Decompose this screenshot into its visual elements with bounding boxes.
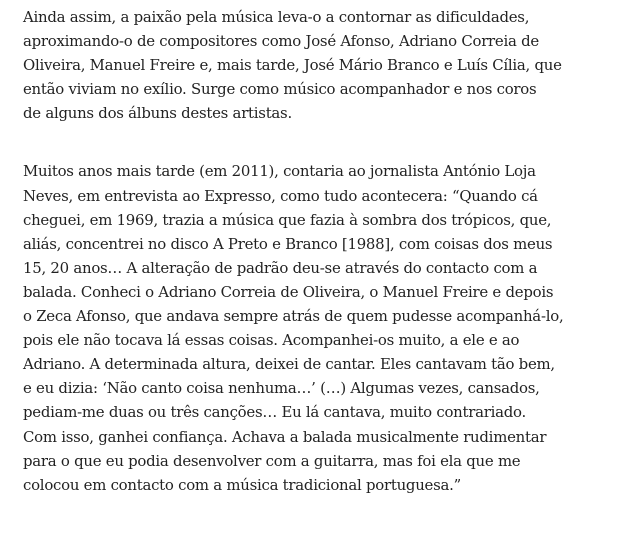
text-line: Oliveira, Manuel Freire e, mais tarde, José Mário Branco e Luís Cília, que <box>23 56 562 75</box>
text-line: o Zeca Afonso, que andava sempre atrás de quem pudesse acompanhá-lo, <box>23 307 564 326</box>
text-line: 15, 20 anos… A alteração de padrão deu-se através do contacto com a <box>23 258 538 277</box>
text-line: Muitos anos mais tarde (em 2011), contaria ao jornalista António Loja <box>23 162 536 181</box>
text-line: cheguei, em 1969, trazia a música que fazia à sombra dos trópicos, que, <box>23 210 552 229</box>
text-line: pediam-me duas ou três canções… Eu lá cantava, muito contrariado. <box>23 403 526 422</box>
text-line: Adriano. A determinada altura, deixei de cantar. Eles cantavam tão bem, <box>23 355 555 374</box>
text-line: e eu dizia: ‘Não canto coisa nenhuma…’ (…) Algumas vezes, cansados, <box>23 379 540 398</box>
text-line: Com isso, ganhei confiança. Achava a balada musicalmente rudimentar <box>23 427 547 446</box>
text-line: colocou em contacto com a música tradicional portuguesa.” <box>23 475 461 494</box>
text-line: Ainda assim, a paixão pela música leva-o a contornar as dificuldades, <box>23 8 530 26</box>
text-line: de alguns dos álbuns destes artistas. <box>23 104 292 123</box>
text-line: pois ele não tocava lá essas coisas. Acompanhei-os muito, a ele e ao <box>23 331 520 350</box>
text-line: Neves, em entrevista ao Expresso, como tudo acontecera: “Quando cá <box>23 186 538 205</box>
article-body <box>23 5 618 497</box>
paragraph-2 <box>23 159 618 496</box>
text-line: para o que eu podia desenvolver com a guitarra, mas foi ela que me <box>23 451 521 470</box>
text-line: aliás, concentrei no disco A Preto e Branco [1988], com coisas dos meus <box>23 234 553 253</box>
text-line: balada. Conheci o Adriano Correia de Oliveira, o Manuel Freire e depois <box>23 282 554 301</box>
paragraph-spacer <box>23 125 618 159</box>
text-line: aproximando-o de compositores como José Afonso, Adriano Correia de <box>23 32 539 51</box>
paragraph-1 <box>23 5 618 125</box>
text-line: então viviam no exílio. Surge como músico acompanhador e nos coros <box>23 80 537 99</box>
